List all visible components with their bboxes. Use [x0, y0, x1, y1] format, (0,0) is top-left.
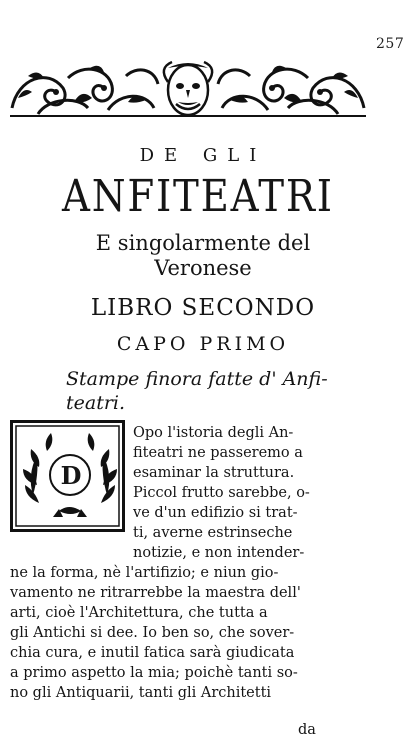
body-line: Piccol frutto sarebbe, o-: [133, 485, 310, 501]
body-line: vamento ne ritrarrebbe la maestra dell': [10, 585, 301, 601]
initial-letter: D: [60, 461, 82, 490]
chapter-rubric-line-1: Stampe finora fatte d' Anfi-: [66, 368, 328, 390]
subtitle-line-2: Veronese: [154, 256, 252, 280]
book-heading: LIBRO SECONDO: [90, 295, 316, 321]
body-line: ne la forma, nè l'artifizio; e niun gio-: [10, 565, 279, 581]
body-line: a primo aspetto la mia; poichè tanti so-: [10, 665, 298, 681]
body-line: arti, cioè l'Architettura, che tutta a: [10, 605, 268, 621]
catchword: da: [298, 722, 316, 738]
body-line: ti, averne estrinseche: [133, 525, 293, 541]
body-line: notizie, e non intender-: [133, 545, 305, 561]
body-line: no gli Antiquarii, tanti gli Architetti: [10, 685, 272, 701]
body-line: Opo l'istoria degli An-: [133, 425, 294, 441]
body-line: fiteatri ne passeremo a: [133, 445, 303, 461]
body-line: ve d'un edifizio si trat-: [133, 505, 298, 521]
chapter-rubric-line-2: teatri.: [66, 392, 126, 414]
headline-de-gli: DE GLI: [139, 145, 267, 166]
decorated-initial: [10, 420, 125, 532]
page-number: 257: [376, 36, 405, 52]
chapter-heading: CAPO PRIMO: [116, 333, 290, 355]
headline-anfiteatri: ANFITEATRI: [62, 171, 334, 222]
body-line: esaminar la struttura.: [133, 465, 295, 481]
body-line: chia cura, e inutil fatica sarà giudicata: [10, 645, 295, 661]
subtitle-line-1: E singolarmente del: [95, 231, 311, 255]
body-line: gli Antichi si dee. Io ben so, che sover-: [10, 625, 295, 641]
headpiece-ornament-icon: [8, 58, 368, 122]
